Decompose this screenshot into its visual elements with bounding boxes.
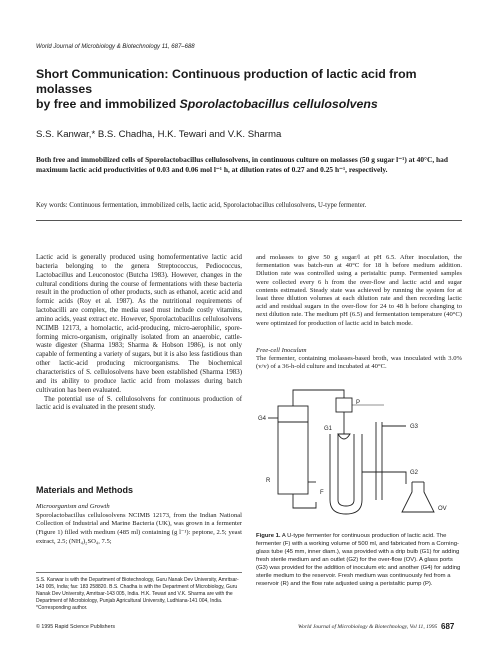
footnote-divider (36, 572, 242, 573)
u-fermenter (330, 434, 362, 514)
label-g4: G4 (258, 416, 267, 422)
label-p: P (356, 400, 361, 406)
label-f: F (320, 490, 324, 496)
title-line-2-italic: Sporolactobacillus cellulosolvens (179, 97, 378, 111)
outlet-g2 (362, 472, 406, 484)
introduction (36, 254, 242, 413)
label-g3: G3 (410, 424, 419, 430)
methods-text (36, 503, 242, 547)
label-r: R (266, 478, 271, 484)
title-line-2-plain: by free and immobilized (36, 97, 180, 111)
figure-caption (256, 532, 462, 588)
keywords: Key words: Continuous fermentation, immobilized cells, lactic acid, Sporolactobacillus cellulosolvens, U-type fermenter. (36, 202, 367, 209)
title-line-1: Short Communication: Continuous production of lactic acid from molasses (36, 67, 417, 96)
free-cell-paragraph: The fermenter, containing molasses-based broth, was inoculated with 3.0% (v/v) of a 36-h-old culture and incubated at 40°C. (256, 355, 462, 371)
article-title (36, 67, 466, 112)
label-g2: G2 (410, 470, 419, 476)
authors: S.S. Kanwar,* B.S. Chadha, H.K. Tewari and V.K. Sharma (36, 129, 282, 140)
copyright: © 1995 Rapid Science Publishers (36, 624, 115, 630)
methods-continued: and molasses to give 50 g sugar/l at pH 6.5. After inoculation, the fermentation was batch-run at 40°C for 18 h before medium addition. Dilution rate was controlled using a peristaltic pump. Fermented samples were collected every 6 h from the over-flow and lactic acid and sugar contents estimated. Steady state was achieved by running the system for at least three dilution volumes at each dilution rate and then recording lactic acid and residual sugars in the over-flow for 24 to 48 h before changing to next dilution rate. The medium pH (6.5) and fermentation temperature (40°C) were optimized for production of lactic acid in batch mode. (256, 254, 462, 327)
free-cell-subheading: Free-cell Inoculum (256, 347, 307, 354)
reservoir (278, 406, 308, 494)
free-cell-inoculum (256, 347, 462, 372)
caption-text: A U-type fermenter for continuous production of lactic acid. The fermenter (F) with a working volume of 500 ml, and fabricated from a Corning-glass tube (45 mm, inner diam.), was provided with a drip bulb (G1) for adding fresh sterile medium and an outlet (G2) for the over-flow (OV). A glass ports (G3) was provided for the addition of inoculum etc and another (G4) for adding sterile medium to the reservoir. Fresh medium was continuously fed from a reservoir (R) and the flow rate adjusted using a peristaltic pump (P). (256, 533, 461, 587)
title-line-2 (36, 97, 466, 112)
abstract: Both free and immobilized cells of Sporolactobacillus cellulosolvens, in continuous culture on molasses (50 g sugar l⁻¹) at 40°C, had maximum lactic acid productivities of 0.03 and 0.06 mol l⁻¹ h, at dilution rates of 0.27 and 0.25 h⁻¹, respectively. (36, 155, 448, 175)
port-g3 (376, 422, 406, 500)
label-ov: OV (438, 506, 447, 512)
methods-heading: Materials and Methods (36, 485, 134, 495)
peristaltic-pump (336, 398, 352, 412)
affiliation-footnote: S.S. Kanwar is with the Department of Biotechnology, Guru Nanak Dev University, Amritsar-143 005, India; fax: 183 258820. B.S. Chadha is with the Department of Microbiology, Guru Nanak Dev University, Amritsar-143 005, India. H.K. Tewari and V.K. Sharma are with the Department of Microbiology, Punjab Agricultural University, Ludhiana-141 004, India. *Corresponding author. (36, 577, 239, 611)
intro-paragraph-1: Lactic acid is generally produced using homofermentative lactic acid bacteria belonging to the genera Streptococcus, Pediococcus, Lactobacillus and Leuconostoc (Butcha 1983). However, changes in the cultural conditions during the course of fermentations with these bacteria result in the production of other products, such as ethanol, acetic acid and formic acids (Roy et al. 1987). As the nutritional requirements of lactobacilli are complex, the media used must include costly vitamins, amino acids, yeast extract etc. However, Sporolactobacillus cellulosolvens NCIMB 12173, a homolactic, acid-producing, micro-aerophilic, spore-forming micro-organism, originally isolated from an anaerobic, cattle-waste digester (Sharma 1983; Sharma & Hobson 1986), is not only capable of fermenting a variety of sugars, but it is also less fastidious than other lactic-acid producing microorganisms. The biochemical characteristics of S. cellulosolvens have been established (Sharma 1983) and its ability to produce lactic acid from molasses during batch cultivation has been evaluated. (36, 254, 242, 394)
label-g1: G1 (324, 426, 333, 432)
page-number: 687 (441, 622, 455, 631)
overflow-flask (402, 482, 434, 512)
section-divider (36, 220, 462, 221)
drip-bulb (338, 412, 350, 439)
journal-footer: World Journal of Microbiology & Biotechnology, Vol 11, 1995 (298, 624, 438, 630)
methods-subheading: Microorganism and Growth (36, 503, 110, 510)
caption-label: Figure 1. (256, 533, 281, 539)
methods-paragraph: Sporolactobacillus cellulosolvens NCIMB 12173, from the Indian National Collection of Industrial and Marine Bacteria (UK), was grown in a fermenter (Figure 1) filled with medium (485 ml) containing (g l⁻¹): peptone, 2.5; yeast extract, 2.5; (NH₄)₂SO₄, 7.5; (36, 511, 242, 545)
journal-header: World Journal of Microbiology & Biotechnology 11, 687–688 (36, 44, 195, 50)
intro-paragraph-2: The potential use of S. cellulosolvens for continuous production of lactic acid is evaluated in the present study. (36, 395, 242, 412)
fermenter-diagram (256, 382, 462, 528)
